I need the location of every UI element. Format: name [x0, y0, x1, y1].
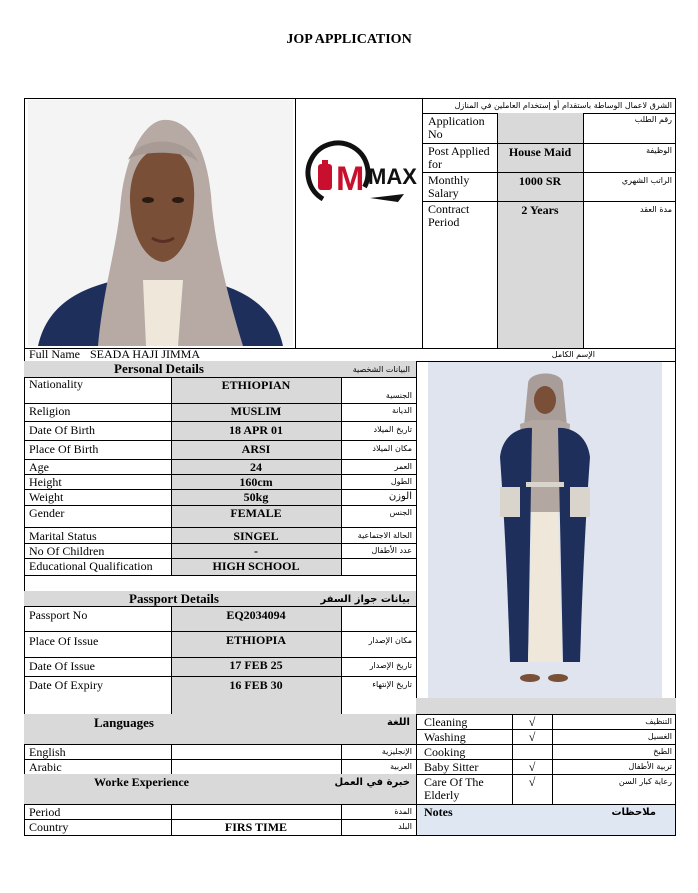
personal-details-heading-arabic: البيانات الشخصية — [352, 365, 410, 374]
skill-cooking-label: Cooking — [424, 745, 466, 759]
notes-arabic: ملاحظات — [611, 807, 656, 818]
religion-label: Religion — [29, 404, 71, 418]
logo-text: MAX — [368, 164, 417, 189]
marital-status-label: Marital Status — [29, 529, 97, 543]
dob-label: Date Of Birth — [29, 423, 95, 437]
age-arabic: العمر — [394, 462, 412, 471]
post-label: Post Applied for — [428, 144, 490, 171]
children-label: No Of Children — [29, 544, 105, 558]
full-name-arabic: الإسم الكامل — [551, 350, 595, 359]
nationality-value: ETHIOPIAN — [221, 378, 291, 392]
children-arabic: عدد الأطفال — [371, 546, 412, 555]
skill-elderly-check: √ — [528, 775, 536, 789]
gender-arabic: الجنس — [389, 508, 412, 517]
place-of-issue-value: ETHIOPIA — [225, 633, 286, 647]
country-label: Country — [29, 820, 69, 834]
full-name-value: SEADA HAJI JIMMA — [90, 347, 201, 361]
age-label: Age — [29, 460, 49, 474]
application-no-arabic: رقم الطلب — [634, 115, 672, 124]
date-of-expiry-value: 16 FEB 30 — [229, 678, 283, 692]
english-label: English — [29, 745, 66, 759]
salary-arabic: الراتب الشهري — [621, 176, 672, 185]
weight-label: Weight — [29, 490, 64, 504]
svg-text:M: M — [336, 160, 365, 198]
height-arabic: الطول — [390, 477, 412, 486]
post-value: House Maid — [508, 145, 572, 159]
agency-header-arabic: الشرق لاعمال الوساطة باستقدام أو إستخدام العاملين في المنازل — [454, 101, 672, 110]
place-of-issue-label: Place Of Issue — [29, 634, 99, 648]
passport-details-heading: Passport Details — [129, 591, 219, 606]
passport-no-value: EQ2034094 — [226, 608, 286, 622]
personal-details-heading: Personal Details — [114, 361, 204, 376]
skill-baby-sitter-arabic: تربية الأطفال — [628, 762, 672, 771]
date-of-issue-arabic: تاريخ الإصدار — [369, 661, 412, 670]
agency-logo — [300, 128, 418, 218]
age-value: 24 — [250, 460, 262, 474]
arabic-arabic: العربية — [390, 762, 412, 771]
nationality-label: Nationality — [29, 377, 83, 391]
education-value: HIGH SCHOOL — [212, 559, 300, 573]
marital-status-arabic: الحالة الاجتماعية — [357, 531, 412, 540]
contract-label: Contract Period — [428, 202, 470, 229]
marital-status-value: SINGEL — [233, 529, 279, 543]
skill-cleaning-arabic: التنظيف — [645, 717, 672, 726]
skill-cooking-arabic: الطبخ — [653, 747, 672, 756]
height-label: Height — [29, 475, 62, 489]
dob-arabic: تاريخ الميلاد — [373, 425, 412, 434]
notes-label: Notes — [424, 805, 453, 819]
work-experience-heading-arabic: خبرة في العمل — [334, 777, 410, 788]
pob-label: Place Of Birth — [29, 442, 99, 456]
nationality-arabic: الجنسية — [385, 391, 412, 400]
gender-label: Gender — [29, 506, 65, 520]
applicant-face-photo — [28, 100, 293, 346]
dob-value: 18 APR 01 — [229, 423, 283, 437]
weight-arabic: الوزن — [388, 491, 412, 502]
skill-elderly-label: Care Of The Elderly — [424, 775, 484, 802]
children-value: - — [254, 544, 258, 558]
skill-cleaning-check: √ — [528, 715, 536, 729]
applicant-full-body-photo — [428, 362, 662, 698]
passport-details-heading-arabic: بيانات جواز السفر — [320, 594, 410, 605]
passport-no-label: Passport No — [29, 608, 88, 622]
religion-value: MUSLIM — [230, 404, 282, 418]
post-arabic: الوظيفة — [646, 146, 672, 155]
work-experience-heading: Worke Experience — [94, 775, 189, 789]
skill-washing-arabic: الغسيل — [647, 732, 672, 741]
education-label: Educational Qualification — [29, 559, 153, 573]
date-of-expiry-arabic: تاريخ الإنتهاء — [372, 680, 412, 689]
date-of-issue-value: 17 FEB 25 — [229, 658, 283, 672]
religion-arabic: الديانة — [391, 406, 412, 415]
skill-washing-check: √ — [528, 730, 536, 744]
languages-heading-arabic: اللغة — [387, 717, 410, 728]
skill-baby-sitter-label: Baby Sitter — [424, 760, 479, 774]
pob-arabic: مكان الميلاد — [372, 444, 412, 453]
salary-label: Monthly Salary — [428, 173, 470, 200]
date-of-expiry-label: Date Of Expiry — [29, 678, 103, 692]
languages-heading: Languages — [94, 715, 154, 730]
gender-value: FEMALE — [230, 506, 282, 520]
country-value: FIRS TIME — [224, 820, 288, 834]
period-label: Period — [29, 805, 61, 819]
period-arabic: المدة — [394, 807, 412, 816]
arabic-label: Arabic — [29, 760, 62, 774]
skill-elderly-arabic: رعاية كبار السن — [618, 777, 672, 786]
place-of-issue-arabic: مكان الإصدار — [368, 636, 412, 645]
height-value: 160cm — [239, 475, 273, 489]
application-no-label: Application No — [428, 114, 485, 141]
date-of-issue-label: Date Of Issue — [29, 659, 95, 673]
weight-value: 50kg — [243, 490, 269, 504]
page-title: JOP APPLICATION — [286, 32, 412, 47]
contract-value: 2 Years — [521, 203, 559, 217]
pob-value: ARSI — [241, 442, 271, 456]
skill-washing-label: Washing — [424, 730, 466, 744]
contract-arabic: مدة العقد — [640, 205, 672, 214]
english-arabic: الإنجليزية — [381, 747, 412, 756]
full-name-label: Full Name — [29, 347, 80, 361]
country-arabic: البلد — [398, 822, 412, 831]
salary-value: 1000 SR — [518, 174, 562, 188]
skill-cleaning-label: Cleaning — [424, 715, 468, 729]
skill-baby-sitter-check: √ — [528, 760, 536, 774]
